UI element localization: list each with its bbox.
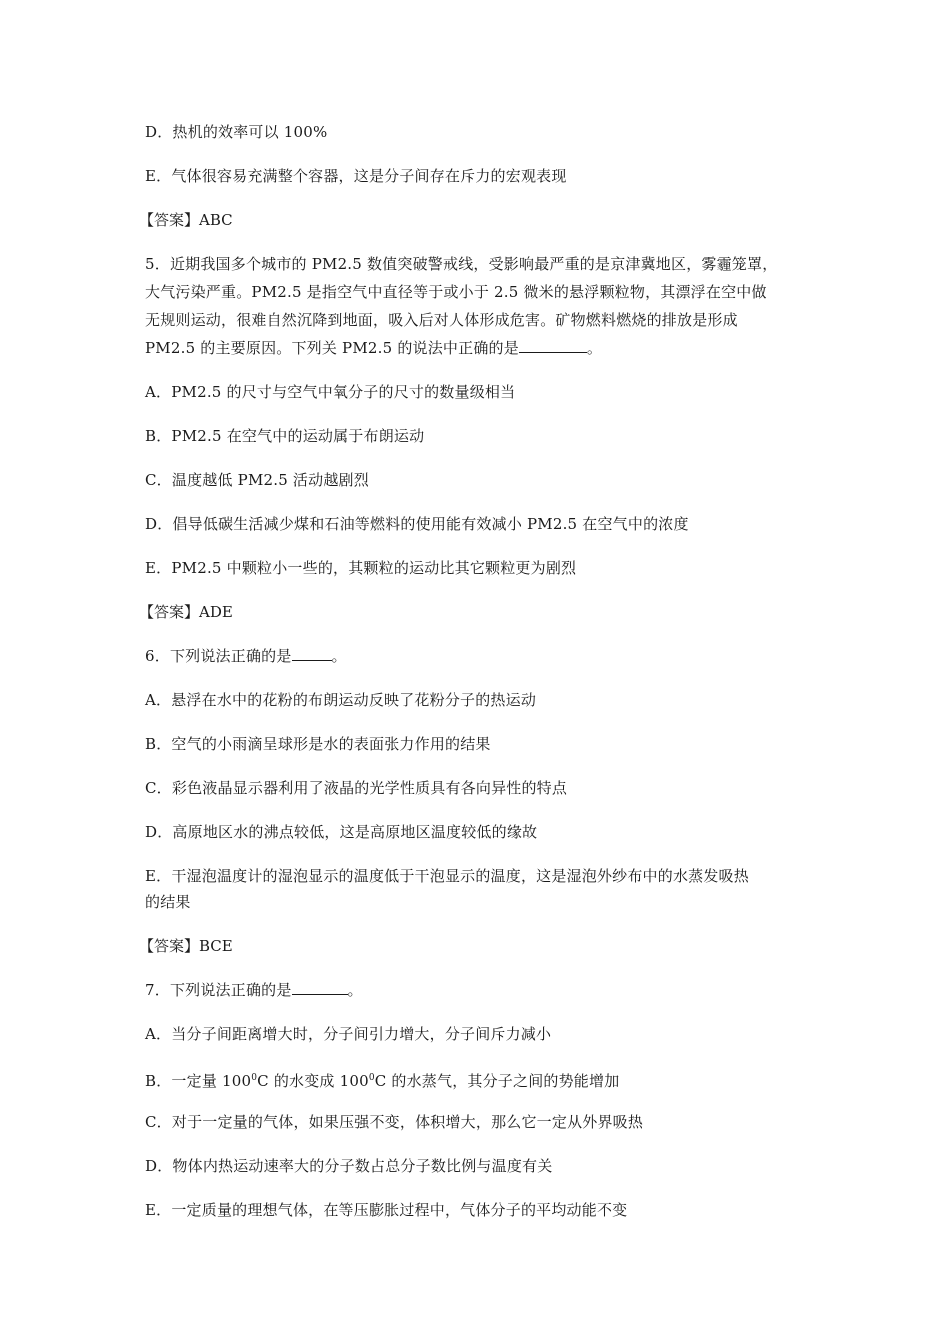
q5-stem-text: PM2.5 的主要原因。下列关 PM2.5 的说法中正确的是 — [145, 339, 519, 357]
q5-stem-line-1: 5．近期我国多个城市的 PM2.5 数值突破警戒线，受影响最严重的是京津冀地区，雾霾笼罩， — [145, 255, 778, 273]
q7-option-e: E．一定质量的理想气体，在等压膨胀过程中，气体分子的平均动能不变 — [145, 1201, 628, 1219]
answer-blank — [292, 644, 332, 661]
q7-option-b-text-2: C 的水变成 100 — [257, 1072, 369, 1090]
q6-stem — [145, 642, 815, 670]
q6-option-b: B．空气的小雨滴呈球形是水的表面张力作用的结果 — [145, 735, 491, 753]
q4-option-d: D．热机的效率可以 100% — [145, 123, 328, 141]
q5-stem-line-4 — [145, 334, 815, 362]
degree-superscript: 0 — [368, 1073, 375, 1083]
q5-stem-line-2: 大气污染严重。PM2.5 是指空气中直径等于或小于 2.5 微米的悬浮颗粒物，其漂浮在空中做 — [145, 283, 767, 301]
q5-option-d: D．倡导低碳生活减少煤和石油等燃料的使用能有效减小 PM2.5 在空气中的浓度 — [145, 515, 689, 533]
q7-option-c: C．对于一定量的气体，如果压强不变，体积增大，那么它一定从外界吸热 — [145, 1113, 644, 1131]
q4-answer: 【答案】ABC — [139, 211, 233, 229]
q4-option-e: E．气体很容易充满整个容器，这是分子间存在斥力的宏观表现 — [145, 167, 567, 185]
q6-option-c: C．彩色液晶显示器利用了液晶的光学性质具有各向异性的特点 — [145, 779, 568, 797]
q5-option-a: A．PM2.5 的尺寸与空气中氧分子的尺寸的数量级相当 — [145, 383, 516, 401]
answer-blank — [292, 978, 348, 995]
q7-option-b — [145, 1064, 815, 1095]
q7-option-a: A．当分子间距离增大时，分子间引力增大，分子间斥力减小 — [145, 1025, 552, 1043]
degree-superscript: 0 — [251, 1073, 258, 1083]
q7-stem-text: 7．下列说法正确的是 — [145, 981, 292, 999]
q6-option-a: A．悬浮在水中的花粉的布朗运动反映了花粉分子的热运动 — [145, 691, 537, 709]
q5-stem-line-3: 无规则运动，很难自然沉降到地面，吸入后对人体形成危害。矿物燃料燃烧的排放是形成 — [145, 311, 738, 329]
q5-answer: 【答案】ADE — [139, 603, 233, 621]
q7-stem — [145, 976, 815, 1004]
q6-answer: 【答案】BCE — [139, 937, 233, 955]
q5-stem-end: 。 — [586, 339, 603, 357]
q5-option-c: C．温度越低 PM2.5 活动越剧烈 — [145, 471, 369, 489]
q6-stem-end: 。 — [331, 647, 347, 665]
q5-option-b: B．PM2.5 在空气中的运动属于布朗运动 — [145, 427, 425, 445]
q6-stem-text: 6．下列说法正确的是 — [145, 647, 292, 665]
q5-option-e: E．PM2.5 中颗粒小一些的，其颗粒的运动比其它颗粒更为剧烈 — [145, 559, 577, 577]
q6-option-d: D．高原地区水的沸点较低，这是高原地区温度较低的缘故 — [145, 823, 538, 841]
q7-option-b-text-3: C 的水蒸气，其分子之间的势能增加 — [374, 1072, 620, 1090]
q6-option-e-line-2: 的结果 — [145, 893, 191, 911]
q7-option-b-text-1: B．一定量 100 — [145, 1072, 252, 1090]
answer-blank — [519, 336, 587, 353]
q7-option-d: D．物体内热运动速率大的分子数占总分子数比例与温度有关 — [145, 1157, 553, 1175]
q7-stem-end: 。 — [347, 981, 363, 999]
q6-option-e-line-1: E．干湿泡温度计的湿泡显示的温度低于干泡显示的温度，这是湿泡外纱布中的水蒸发吸热 — [145, 867, 749, 885]
